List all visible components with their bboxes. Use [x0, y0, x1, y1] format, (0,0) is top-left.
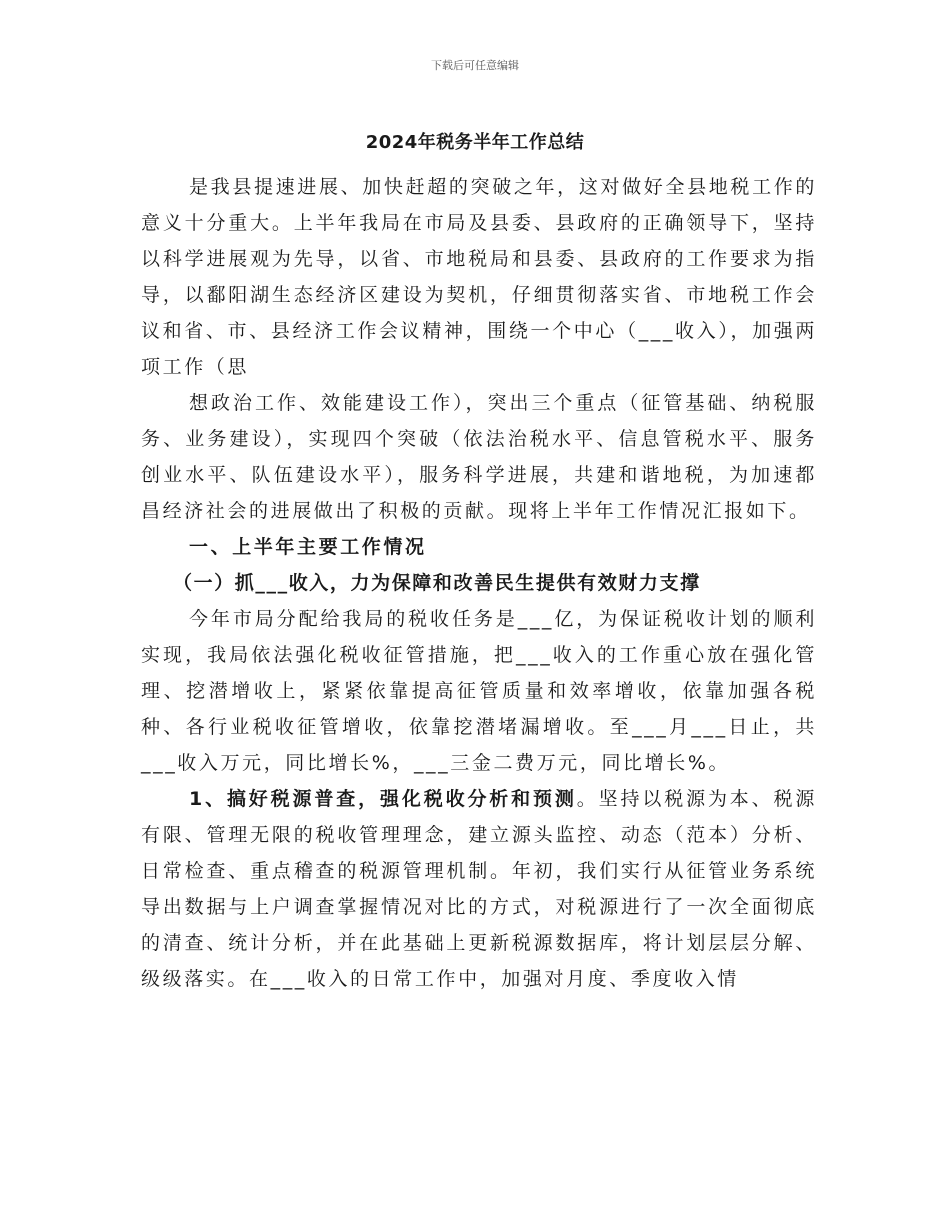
page-header-note: 下载后可任意编辑	[431, 59, 519, 72]
numbered-item	[141, 781, 817, 997]
body-paragraph: 想政治工作、效能建设工作），突出三个重点（征管基础、纳税服务、业务建设），实现四个突破（依法治税水平、信息管税水平、服务创业水平、队伍建设水平），服务科学进展，共建和谐地税，为加速都昌经济社会的进展做出了积极的贡献。现将上半年工作情况汇报如下。	[141, 392, 817, 522]
document-title: 2024年税务半年工作总结	[365, 132, 585, 153]
item-text: 。坚持以税源为本、税源有限、管理无限的税收管理理念，建立源头监控、动态（范本）分析、日常检查、重点稽查的税源管理机制。年初，我们实行从征管业务系统导出数据与上户调查掌握情况对比的方式，对税源进行了一次全面彻底的清查、统计分析，并在此基础上更新税源数据库，将计划层层分解、级级落实。在___收入的日常工作中，加强对月度、季度收入情	[141, 788, 817, 990]
body-paragraph: 是我县提速进展、加快赶超的突破之年，这对做好全县地税工作的意义十分重大。上半年我局在市局及县委、县政府的正确领导下，坚持以科学进展观为先导，以省、市地税局和县委、县政府的工作要求为指导，以鄱阳湖生态经济区建设为契机，仔细贯彻落实省、市地税工作会议和省、市、县经济工作会议精神，围绕一个中心（___收入），加强两项工作（思	[141, 176, 817, 378]
body-paragraph: 今年市局分配给我局的税收任务是___亿，为保证税收计划的顺利实现，我局依法强化税收征管措施，把___收入的工作重心放在强化管理、挖潜增收上，紧紧依靠提高征管质量和效率增收，依靠加强各税种、各行业税收征管增收，依靠挖潜堵漏增收。至___月___日止，共___收入万元，同比增长%，___三金二费万元，同比增长%。	[141, 608, 817, 774]
section-heading: 一、上半年主要工作情况	[189, 536, 427, 558]
document-body	[141, 169, 817, 997]
subsection-heading: （一）抓___收入，力为保障和改善民生提供有效财力支撑	[173, 572, 701, 594]
item-lead: 1、搞好税源普查，强化税收分析和预测	[189, 788, 577, 810]
